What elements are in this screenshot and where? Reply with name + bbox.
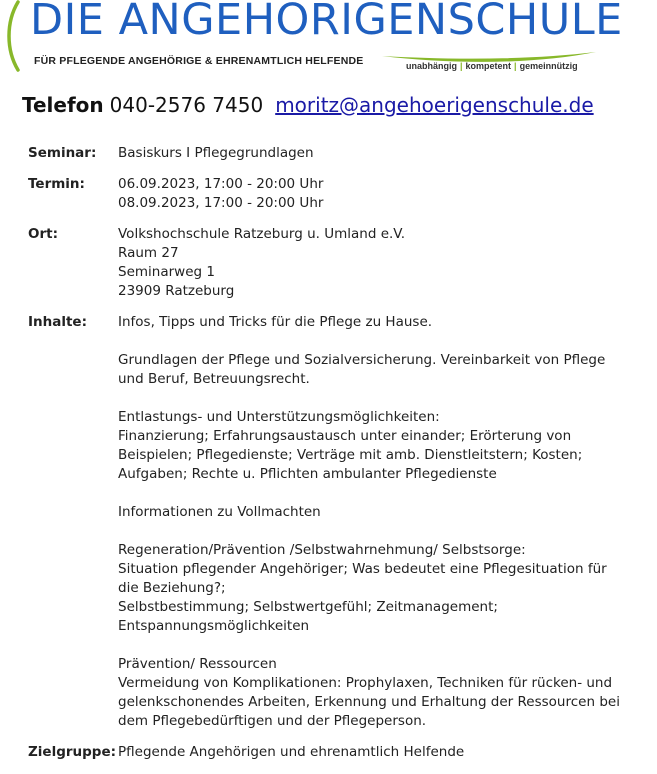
seminar-value: Basiskurs I Pflegegrundlagen <box>118 145 314 161</box>
ort-row <box>28 225 638 301</box>
tagline-item: kompetent <box>465 61 512 71</box>
logo-title: DIE ANGEHORIGENSCHULE <box>30 0 623 45</box>
ort-label: Ort: <box>28 226 58 242</box>
ort-value <box>118 225 623 301</box>
phone-number: 040-2576 7450 <box>109 93 264 117</box>
tagline-item: unabhängig <box>406 61 457 71</box>
inhalte-paragraph <box>118 408 623 484</box>
inhalte-text: Finanzierung; Erfahrungsaustausch unter einander; Erörterung von Beispielen; Pflegedienste; Verträge mit amb. Dienstleitstern; Kosten; Aufgaben; Rechte u. Pflichten ambulanter Pflegedienste <box>118 428 583 482</box>
seminar-label: Seminar: <box>28 145 97 161</box>
inhalte-paragraph <box>118 541 623 636</box>
zielgruppe-label: Zielgruppe: <box>28 744 117 760</box>
logo-subtitle: FÜR PFLEGENDE ANGEHÖRIGE & EHRENAMTLICH HELFENDE <box>34 55 364 67</box>
ort-line: Raum 27 <box>118 245 179 261</box>
termin-value <box>118 175 623 213</box>
seminar-details <box>28 144 638 774</box>
email-link[interactable]: moritz@angehoerigenschule.de <box>275 93 594 117</box>
ort-line: Seminarweg 1 <box>118 264 215 280</box>
inhalte-text: Vermeidung von Komplikationen: Prophylaxen, Techniken für rücken- und gelenkschonendes Arbeiten, Erkennung und Erhaltung der Ressourcen bei dem Pflegebedürftigen und der Pflegeperson. <box>118 675 620 729</box>
inhalte-row <box>28 313 638 731</box>
termin-label: Termin: <box>28 176 85 192</box>
inhalte-label: Inhalte: <box>28 314 87 330</box>
inhalte-paragraph: Grundlagen der Pflege und Sozialversicherung. Vereinbarkeit von Pflege und Beruf, Betreuungsrecht. <box>118 352 606 387</box>
termin-row <box>28 175 638 213</box>
inhalte-heading: Prävention/ Ressourcen <box>118 656 277 672</box>
tagline-item: gemeinnützig <box>519 61 578 71</box>
logo-header <box>0 0 657 80</box>
inhalte-value <box>118 313 623 731</box>
inhalte-heading: Entlastungs- und Unterstützungsmöglichkeiten: <box>118 409 440 425</box>
ort-line: 23909 Ratzeburg <box>118 283 235 299</box>
termin-date: 06.09.2023, 17:00 - 20:00 Uhr <box>118 176 324 192</box>
zielgruppe-row <box>28 743 638 762</box>
inhalte-paragraph: Infos, Tipps und Tricks für die Pflege zu Hause. <box>118 314 433 330</box>
ort-line: Volkshochschule Ratzeburg u. Umland e.V. <box>118 226 406 242</box>
logo-tagline: unabhängig | kompetent | gemeinnützig <box>406 61 578 71</box>
phone-label: Telefon <box>22 93 104 117</box>
zielgruppe-value: Pflegende Angehörigen und ehrenamtlich Helfende <box>118 744 465 760</box>
inhalte-text: Situation pflegender Angehöriger; Was bedeutet eine Pflegesituation für die Beziehung?; <box>118 561 607 596</box>
inhalte-paragraph <box>118 655 623 731</box>
inhalte-text: Selbstbestimmung; Selbstwertgefühl; Zeitmanagement; Entspannungsmöglichkeiten <box>118 599 498 634</box>
termin-date: 08.09.2023, 17:00 - 20:00 Uhr <box>118 195 324 211</box>
contact-line <box>22 91 594 119</box>
logo-bracket-icon <box>4 0 24 72</box>
inhalte-paragraph: Informationen zu Vollmachten <box>118 504 321 520</box>
seminar-row <box>28 144 638 163</box>
inhalte-heading: Regeneration/Prävention /Selbstwahrnehmung/ Selbstsorge: <box>118 542 526 558</box>
